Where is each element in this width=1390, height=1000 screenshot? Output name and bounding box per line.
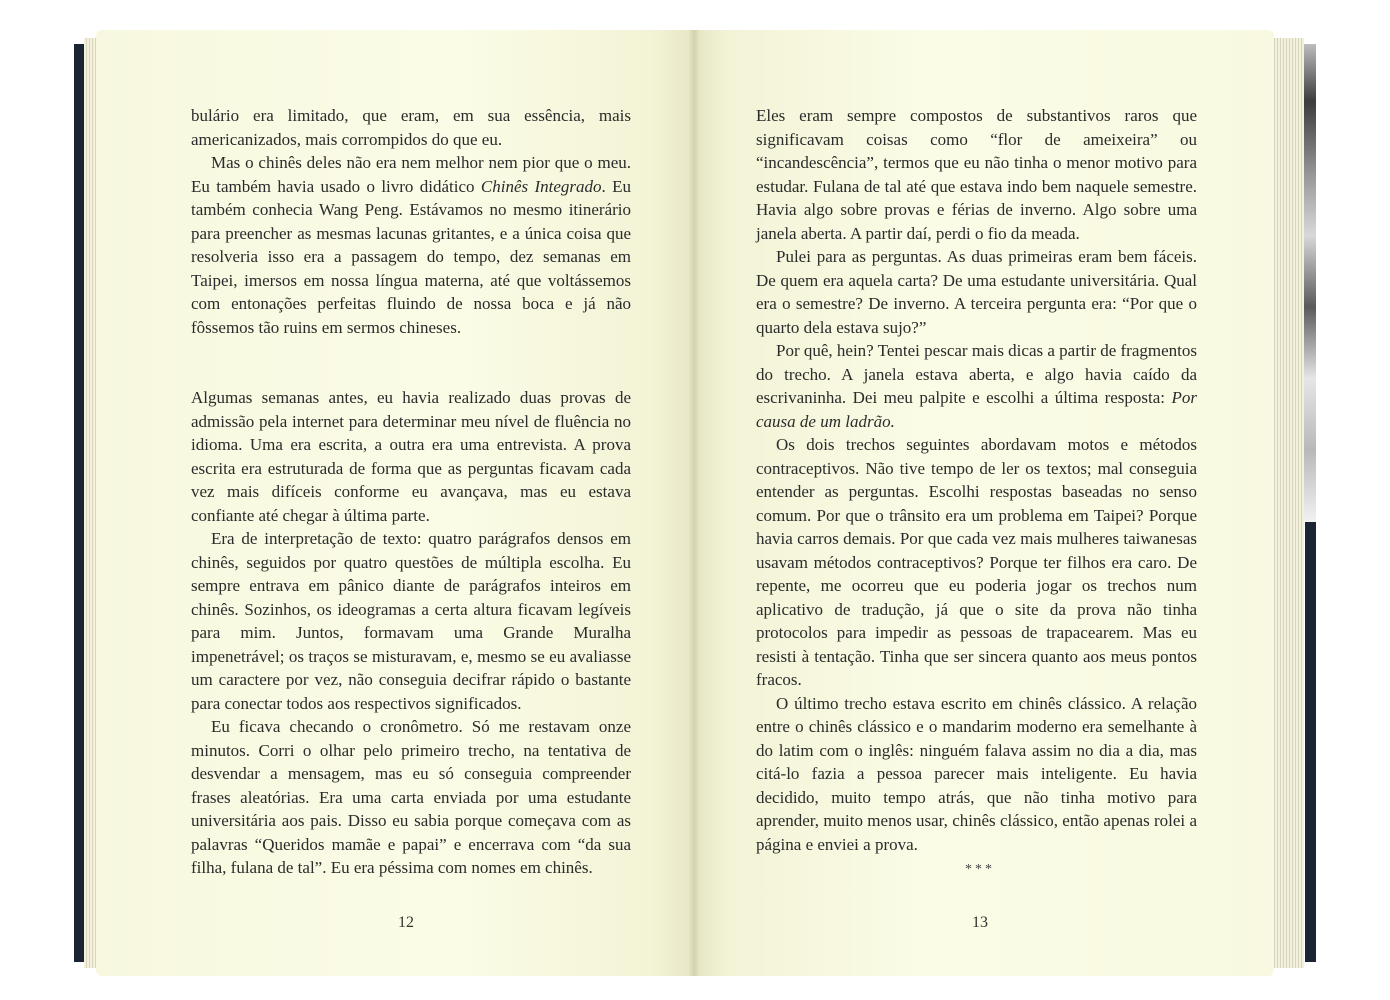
section-break-ornament: *** <box>965 862 995 877</box>
paragraph-text: Mas o chinês deles não era nem melhor nem pior que o meu. Eu também havia usado o livro didático <box>191 153 631 196</box>
book-title-italic: Chinês Integrado <box>480 176 602 196</box>
book-gutter <box>688 30 700 976</box>
paragraph: Os dois trechos seguintes abordavam motos e métodos contraceptivos. Não tive tempo de ler os textos; mal conseguia entender as perguntas. Escolhi respostas baseadas no senso comum. Por que o trânsito era um problema em Taipei? Porque havia carros demais. Por que cada vez mais mulheres taiwanesas usavam métodos contraceptivos? Porque ter filhos era caro. De repente, me ocorreu que eu poderia jogar os trechos num aplicativo de tradução, já que o site da prova não tinha protocolos para impedir as pessoas de trapacearem. Mas eu resisti à tentação. Tinha que ser sincera quanto aos meus pontos fracos. <box>756 435 1197 689</box>
left-page-text <box>191 104 631 880</box>
book-cover-right-edge <box>1305 522 1316 962</box>
paragraph: Pulei para as perguntas. As duas primeiras eram bem fáceis. De quem era aquela carta? De uma estudante universitária. Qual era o semestre? De inverno. A terceira pergunta era: “Por que o quarto dela estava sujo?” <box>756 247 1197 337</box>
paragraph-text: . Eu também conhecia Wang Peng. Estávamos no mesmo itinerário para preencher as mesmas lacunas gritantes, e a única coisa que resolveria isso era a passagem do tempo, dez semanas em Taipei, imersos em nossa língua materna, até que voltássemos com entonações perfeitas fluindo de nossa boca e já não fôssemos tão ruins em sermos chineses. <box>191 176 631 337</box>
page-number-right: 13 <box>972 914 988 931</box>
paragraph: Era de interpretação de texto: quatro parágrafos densos em chinês, seguidos por quatro questões de múltipla escolha. Eu sempre entrava em pânico diante de parágrafos inteiros em chinês. Sozinhos, os ideogramas a certa altura ficavam legíveis para mim. Juntos, formavam uma Grande Muralha impenetrável; os traços se misturavam, e, mesmo se eu avaliasse um caractere por vez, não conseguia decifrar rápido o bastante para conectar todos aos respectivos significados. <box>191 529 631 713</box>
paragraph <box>191 151 631 339</box>
paragraph: bulário era limitado, que eram, em sua essência, mais americanizados, mais corrompidos do que eu. <box>191 106 631 149</box>
paragraph: Eles eram sempre compostos de substantivos raros que significavam coisas como “flor de ameixeira” ou “incandescência”, termos que eu não tinha o menor motivo para estudar. Fulana de tal até que estava indo bem naquele semestre. Havia algo sobre provas e férias de inverno. Algo sobre uma janela aberta. A partir daí, perdi o fio da meada. <box>756 106 1197 243</box>
page-number-left: 12 <box>398 914 414 931</box>
paragraph <box>756 339 1197 433</box>
answer-italic: Por causa de um ladrão. <box>756 388 1197 431</box>
background-photo-strip <box>1302 44 1316 522</box>
page-stack-right <box>1272 38 1304 968</box>
paragraph: Eu ficava checando o cronômetro. Só me restavam onze minutos. Corri o olhar pelo primeiro trecho, na tentativa de desvendar a mensagem, mas eu só conseguia compreender frases aleatórias. Era uma carta enviada por uma estudante universitária aos pais. Disso eu sabia porque começava com as palavras “Queridos mamãe e papai” e encerrava com “da sua filha, fulana de tal”. Eu era péssima com nomes em chinês. <box>191 717 631 877</box>
paragraph: O último trecho estava escrito em chinês clássico. A relação entre o chinês clássico e o mandarim moderno era semelhante à do latim com o inglês: ninguém falava assim no dia a dia, mas citá-lo fazia a pessoa parecer mais inteligente. Eu havia decidido, muito tempo atrás, que não tinha motivo para aprender, muito menos usar, chinês clássico, então apenas rolei a página e enviei a prova. <box>756 693 1197 854</box>
paragraph: Algumas semanas antes, eu havia realizado duas provas de admissão pela internet para determinar meu nível de fluência no idioma. Uma era escrita, a outra era uma entrevista. A prova escrita era estruturada de forma que as perguntas ficavam cada vez mais difíceis conforme eu avançava, mas eu estava confiante até chegar à última parte. <box>191 388 631 525</box>
right-page-text <box>756 104 1197 856</box>
paragraph-text: Por quê, hein? Tentei pescar mais dicas a partir de fragmentos do trecho. A janela estava aberta, e algo havia caído da escrivaninha. Dei meu palpite e escolhi a última resposta: <box>756 341 1197 407</box>
